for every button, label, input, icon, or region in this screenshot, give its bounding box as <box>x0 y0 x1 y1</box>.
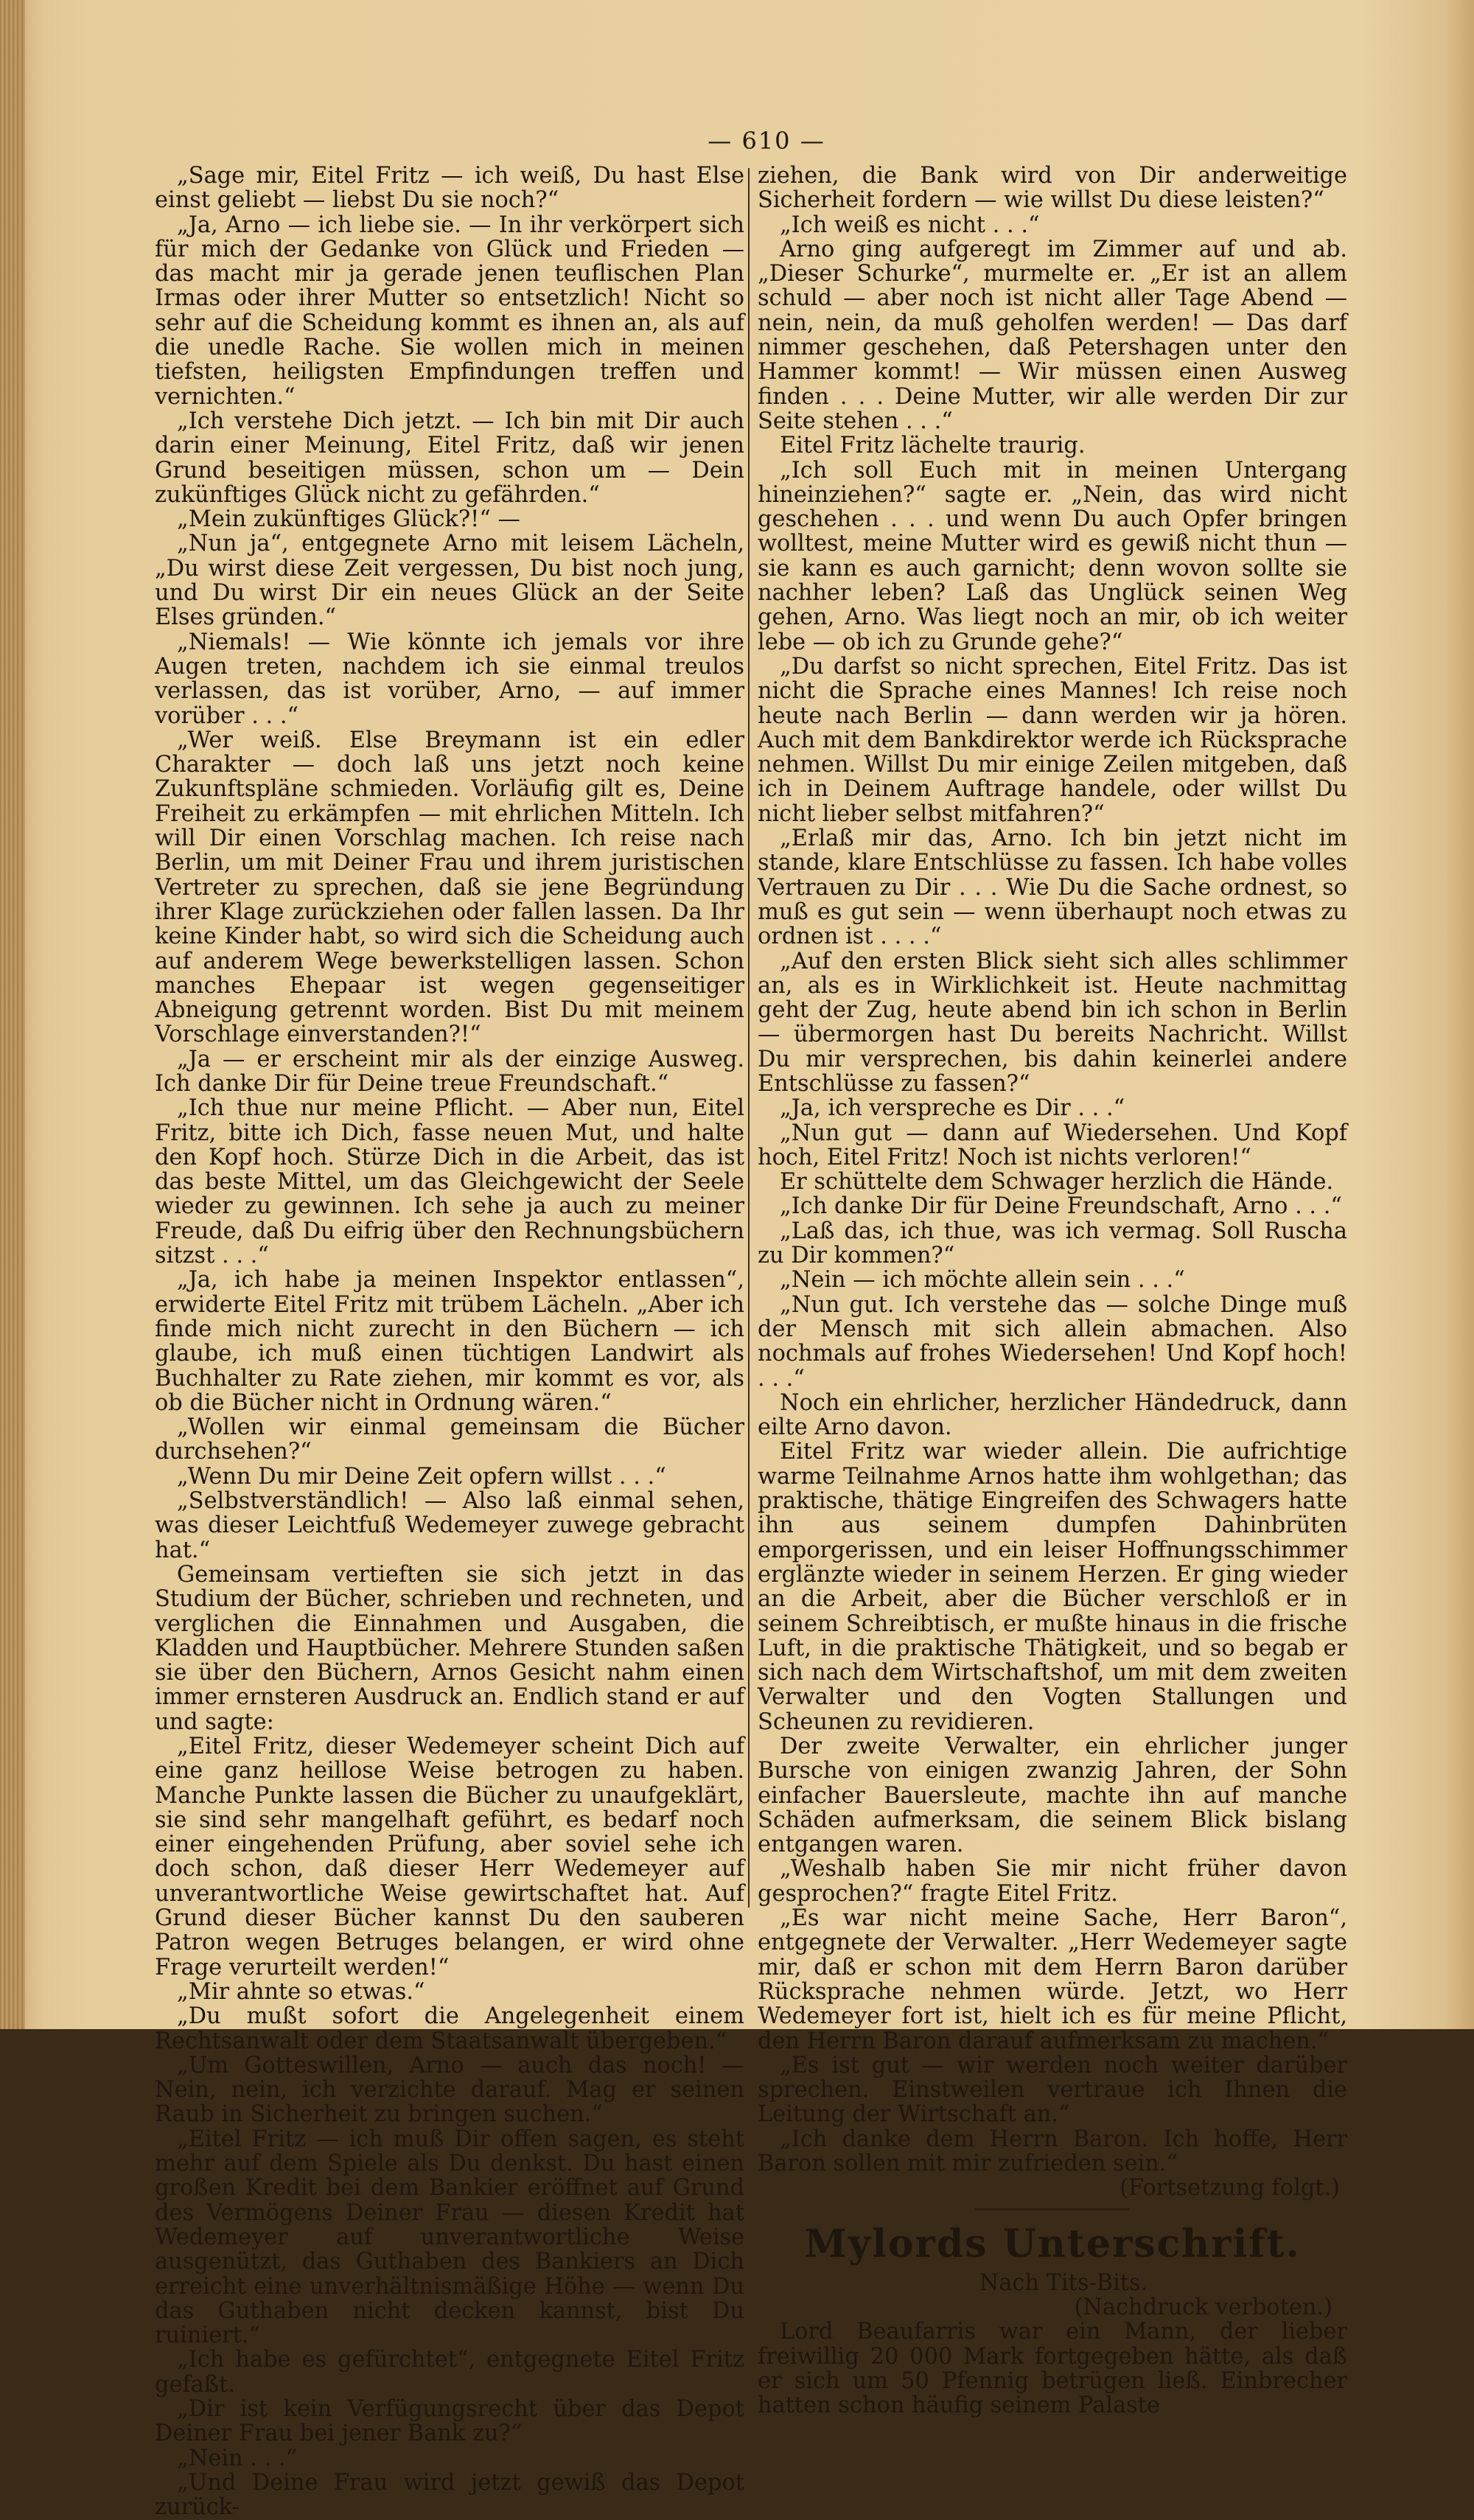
paragraph: „Auf den ersten Blick sieht sich alles schlimmer an, als es in Wirklichkeit ist. Heute nachmittag geht der Zug, heute abend bin ich schon in Berlin — übermorgen hast Du bereits Nachricht. Willst Du mir versprechen, bis dahin keinerlei andere Entschlüsse zu fassen?“ <box>758 948 1347 1097</box>
paragraph: Noch ein ehrlicher, herzlicher Händedruck, dann eilte Arno davon. <box>758 1389 1347 1441</box>
paragraph: „Ich weiß es nicht . . .“ <box>780 212 1040 238</box>
paragraph: „Ja, ich habe ja meinen Inspektor entlassen“, erwiderte Eitel Fritz mit trübem Lächeln. „Aber ich finde mich nicht zurecht in den Büchern — ich glaube, ich muß einen tüchtigen Landwirt als Buchhalter zu Rate ziehen, mir kommt es vor, als ob die Bücher nicht in Ordnung wären.“ <box>155 1267 744 1416</box>
paragraph: „Laß das, ich thue, was ich vermag. Soll Ruscha zu Dir kommen?“ <box>758 1218 1347 1269</box>
paragraph: Lord Beaufarris war ein Mann, der lieber freiwillig 20 000 Mark fortgegeben hätte, als daß er sich um 50 Pfennig betrügen ließ. Einbrecher hatten schon häufig seinem Palaste <box>758 2319 1347 2419</box>
paragraph: „Wer weiß. Else Breymann ist ein edler Charakter — doch laß uns jetzt noch keine Zukunftspläne schmieden. Vorläufig gilt es, Deine Freiheit zu erkämpfen — mit ehrlichen Mitteln. Ich will Dir einen Vorschlag machen. Ich reise nach Berlin, um mit Deiner Frau und ihrem juristischen Vertreter zu sprechen, daß sie jene Begründung ihrer Klage zurückziehen oder fallen lassen. Da Ihr keine Kinder habt, so wird sich die Scheidung auch auf anderem Wege bewerkstelligen lassen. Schon manches Ehepaar ist wegen gegenseitiger Abneigung getrennt worden. Bist Du mit meinem Vorschlage einverstanden?!“ <box>155 727 744 1048</box>
paragraph: „Nun gut. Ich verstehe das — solche Dinge muß der Mensch mit sich allein abmachen. Also nochmals auf frohes Wiedersehen! Und Kopf hoch! . . .“ <box>758 1291 1347 1392</box>
paragraph: „Ich thue nur meine Pflicht. — Aber nun, Eitel Fritz, bitte ich Dich, fasse neuen Mut, und halte den Kopf hoch. Stürze Dich in die Arbeit, das ist das beste Mittel, um das Gleichgewicht der Seele wieder zu gewinnen. Ich sehe ja auch zu meiner Freude, daß Du eifrig über den Rechnungsbüchern sitzst . . .“ <box>155 1095 744 1269</box>
paragraph: „Ja, Arno — ich liebe sie. — In ihr verkörpert sich für mich der Gedanke von Glück und Frieden — das macht mir ja gerade jenen teuflischen Plan Irmas oder ihrer Mutter so entsetzlich! Nicht so sehr auf die Scheidung kommt es ihnen an, als auf die unedle Rache. Sie wollen mich in meinen tiefsten, heiligsten Empfindungen treffen und vernichten.“ <box>155 212 744 410</box>
paragraph: „Es ist gut — wir werden noch weiter darüber sprechen. Einstweilen vertraue ich Ihnen die Leitung der Wirtschaft an.“ <box>758 2052 1347 2128</box>
paragraph: „Mein zukünftiges Glück?!“ — <box>177 506 520 533</box>
paragraph: „Wenn Du mir Deine Zeit opfern willst . . .“ <box>177 1463 666 1490</box>
paragraph: Er schüttelte dem Schwager herzlich die Hände. <box>780 1169 1334 1196</box>
section-rule <box>975 2208 1130 2210</box>
paragraph: Arno ging aufgeregt im Zimmer auf und ab. „Dieser Schurke“, murmelte er. „Er ist an allem schuld — aber noch ist nicht aller Tage Abend — nein, nein, da muß geholfen werden! — Das darf nimmer geschehen, daß Petershagen unter den Hammer kommt! — Wir müssen einen Ausweg finden . . . Deine Mutter, wir alle werden Dir zur Seite stehen . . .“ <box>758 236 1347 434</box>
paragraph: „Ich verstehe Dich jetzt. — Ich bin mit Dir auch darin einer Meinung, Eitel Fritz, daß wir jenen Grund beseitigen müssen, schon um — Dein zukünftiges Glück nicht zu gefährden.“ <box>155 408 744 508</box>
text-column-left <box>155 163 744 2520</box>
paragraph: „Weshalb haben Sie mir nicht früher davon gesprochen?“ fragte Eitel Fritz. <box>758 1856 1347 1907</box>
story-source: Nach Tits-Bits. <box>979 2269 1148 2296</box>
paragraph: Gemeinsam vertieften sie sich jetzt in das Studium der Bücher, schrieben und rechneten, und verglichen die Einnahmen und Ausgaben, die Kladden und Hauptbücher. Mehrere Stunden saßen sie über den Büchern, Arnos Gesicht nahm einen immer ernsteren Ausdruck an. Endlich stand er auf und sagte: <box>155 1561 744 1735</box>
paragraph: „Dir ist kein Verfügungsrecht über das Depot Deiner Frau bei jener Bank zu?“ <box>155 2396 744 2447</box>
paragraph: „Eitel Fritz — ich muß Dir offen sagen, es steht mehr auf dem Spiele als Du denkst. Du hast einen großen Kredit bei dem Bankier eröffnet auf Grund des Vermögens Deiner Frau — diesen Kredit hat Wedemeyer auf unverantwortliche Weise ausgenützt, das Guthaben des Bankiers an Dich erreicht eine unverhältnismäßige Höhe — wenn Du das Guthaben nicht decken kannst, bist Du ruiniert.“ <box>155 2126 744 2349</box>
paragraph: „Erlaß mir das, Arno. Ich bin jetzt nicht im stande, klare Entschlüsse zu fassen. Ich habe volles Vertrauen zu Dir . . . Wie Du die Sache ordnest, so muß es gut sein — wenn überhaupt noch etwas zu ordnen ist . . . .“ <box>758 826 1347 950</box>
paragraph: „Nein . . .“ <box>177 2445 298 2471</box>
text-column-right <box>758 163 1347 2419</box>
paragraph: „Nun ja“, entgegnete Arno mit leisem Lächeln, „Du wirst diese Zeit vergessen, Du bist noch jung, und Du wirst Dir ein neues Glück an der Seite Elses gründen.“ <box>155 531 744 631</box>
paragraph: „Mir ahnte so etwas.“ <box>177 1978 425 2005</box>
paragraph: „Und Deine Frau wird jetzt gewiß das Depot zurück- <box>155 2469 744 2520</box>
paragraph: „Um Gotteswillen, Arno — auch das noch! — Nein, nein, ich verzichte darauf. Mag er seinen Raub in Sicherheit zu bringen suchen.“ <box>155 2052 744 2128</box>
story-title: Mylords Unterschrift. <box>804 2221 1301 2266</box>
continued-note: (Fortsetzung folgt.) <box>1120 2175 1340 2202</box>
paragraph: „Du mußt sofort die Angelegenheit einem Rechtsanwalt oder dem Staatsanwalt übergeben.“ <box>155 2003 744 2054</box>
paragraph: Eitel Fritz lächelte traurig. <box>780 433 1086 459</box>
paragraph: „Nun gut — dann auf Wiedersehen. Und Kopf hoch, Eitel Fritz! Noch ist nichts verloren!“ <box>758 1120 1347 1170</box>
column-divider <box>748 168 750 1908</box>
paragraph: „Selbstverständlich! — Also laß einmal sehen, was dieser Leichtfuß Wedemeyer zuwege gebracht hat.“ <box>155 1488 744 1563</box>
paragraph: „Ja, ich verspreche es Dir . . .“ <box>780 1095 1125 1122</box>
paragraph: ziehen, die Bank wird von Dir anderweitige Sicherheit fordern — wie willst Du diese leisten?“ <box>758 163 1347 214</box>
paragraph: „Ich danke Dir für Deine Freundschaft, Arno . . .“ <box>780 1193 1342 1220</box>
paragraph: „Eitel Fritz, dieser Wedemeyer scheint Dich auf eine ganz heillose Weise betrogen zu haben. Manche Punkte lassen die Bücher zu unaufgeklärt, sie sind sehr mangelhaft geführt, es bedarf noch einer eingehenden Prüfung, aber soviel sehe ich doch schon, daß dieser Herr Wedemeyer auf unverantwortliche Weise gewirtschaftet hat. Auf Grund dieser Bücher kannst Du den sauberen Patron wegen Betruges belangen, er wird ohne Frage verurteilt werden!“ <box>155 1734 744 1980</box>
paragraph: „Ich danke dem Herrn Baron. Ich hoffe, Herr Baron sollen mit mir zufrieden sein.“ <box>758 2126 1347 2177</box>
paragraph: Der zweite Verwalter, ein ehrlicher junger Bursche von einigen zwanzig Jahren, der Sohn einfacher Bauersleute, machte ihn auf manche Schäden aufmerksam, die seinem Blick bislang entgangen waren. <box>758 1734 1347 1858</box>
paragraph: „Niemals! — Wie könnte ich jemals vor ihre Augen treten, nachdem ich sie einmal treulos verlassen, das ist vorüber, Arno, — auf immer vorüber . . .“ <box>155 629 744 729</box>
paragraph: „Es war nicht meine Sache, Herr Baron“, entgegnete der Verwalter. „Herr Wedemeyer sagte mir, daß er schon mit dem Herrn Baron darüber Rücksprache nehmen würde. Jetzt, wo Herr Wedemeyer fort ist, hielt ich es für meine Pflicht, den Herrn Baron darauf aufmerksam zu machen.“ <box>758 1905 1347 2054</box>
paragraph: „Wollen wir einmal gemeinsam die Bücher durchsehen?“ <box>155 1414 744 1465</box>
page-number: — 610 — <box>708 127 825 155</box>
paragraph: „Du darfst so nicht sprechen, Eitel Fritz. Das ist nicht die Sprache eines Mannes! Ich reise noch heute nach Berlin — dann werden wir ja hören. Auch mit dem Bankdirektor werde ich Rücksprache nehmen. Willst Du mir einige Zeilen mitgeben, daß ich in Deinem Auftrage handele, oder willst Du nicht lieber selbst mitfahren?“ <box>758 653 1347 827</box>
paragraph: „Ich soll Euch mit in meinen Untergang hineinziehen?“ sagte er. „Nein, das wird nicht geschehen . . . und wenn Du auch Opfer bringen wolltest, meine Mutter wird es gewiß nicht thun — sie kann es auch garnicht; denn wovon sollte sie nachher leben? Laß das Unglück seinen Weg gehen, Arno. Was liegt noch an mir, ob ich weiter lebe — ob ich zu Grunde gehe?“ <box>758 457 1347 655</box>
paragraph: „Ich habe es gefürchtet“, entgegnete Eitel Fritz gefaßt. <box>155 2347 744 2398</box>
paragraph: „Nein — ich möchte allein sein . . .“ <box>780 1267 1185 1294</box>
paragraph: „Sage mir, Eitel Fritz — ich weiß, Du hast Else einst geliebt — liebst Du sie noch?“ <box>155 163 744 214</box>
reprint-note: (Nachdruck verboten.) <box>1074 2294 1332 2320</box>
paragraph: Eitel Fritz war wieder allein. Die aufrichtige warme Teilnahme Arnos hatte ihm wohlgethan; das praktische, thätige Eingreifen des Schwagers hatte ihn aus seinem dumpfen Dahinbrüten emporgerissen, und ein leiser Hoffnungsschimmer erglänzte wieder in seinem Herzen. Er ging wieder an die Arbeit, aber die Bücher verschloß er in seinem Schreibtisch, er mußte hinaus in die frische Luft, in die praktische Thätigkeit, und so begab er sich nach dem Wirtschaftshof, um mit dem zweiten Verwalter und den Vogten Stallungen und Scheunen zu revidieren. <box>758 1439 1347 1735</box>
paragraph: „Ja — er erscheint mir als der einzige Ausweg. Ich danke Dir für Deine treue Freundschaft.“ <box>155 1046 744 1097</box>
